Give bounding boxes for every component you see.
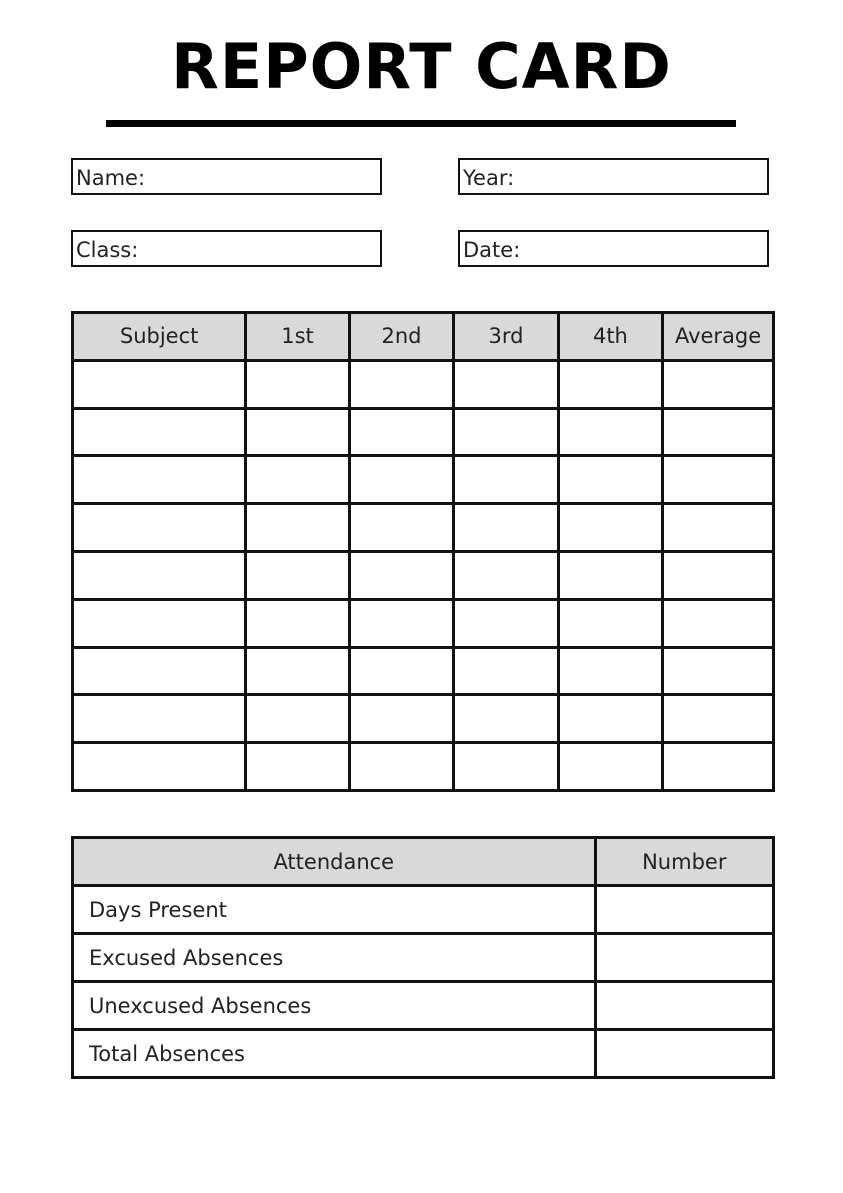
grade-cell-1st[interactable] — [246, 695, 349, 743]
grade-cell-4th[interactable] — [558, 599, 662, 647]
grade-cell-1st[interactable] — [246, 360, 349, 408]
grade-row — [73, 743, 774, 791]
grade-cell-3rd[interactable] — [454, 695, 558, 743]
grade-cell-average[interactable] — [663, 743, 774, 791]
grade-cell-average[interactable] — [663, 599, 774, 647]
attendance-row — [73, 886, 774, 934]
number-header: Number — [595, 838, 773, 886]
grade-row — [73, 360, 774, 408]
grade-cell-4th[interactable] — [558, 360, 662, 408]
grade-cell-2nd[interactable] — [349, 456, 454, 504]
grade-cell-1st[interactable] — [246, 743, 349, 791]
grade-cell-4th[interactable] — [558, 743, 662, 791]
grade-cell-3rd[interactable] — [454, 408, 558, 456]
grade-cell-3rd[interactable] — [454, 647, 558, 695]
title-divider — [106, 120, 736, 127]
grade-header-4th: 4th — [558, 313, 662, 361]
grade-cell-2nd[interactable] — [349, 743, 454, 791]
class-field[interactable]: Class: — [71, 230, 382, 267]
grade-cell-subject[interactable] — [73, 743, 246, 791]
attendance-table — [71, 836, 775, 1079]
grade-header-1st: 1st — [246, 313, 349, 361]
grade-cell-1st[interactable] — [246, 456, 349, 504]
attendance-label: Unexcused Absences — [73, 982, 596, 1030]
grade-row — [73, 504, 774, 552]
grade-cell-3rd[interactable] — [454, 504, 558, 552]
grade-cell-3rd[interactable] — [454, 599, 558, 647]
grade-cell-2nd[interactable] — [349, 647, 454, 695]
grade-cell-3rd[interactable] — [454, 360, 558, 408]
grade-cell-4th[interactable] — [558, 647, 662, 695]
grade-cell-subject[interactable] — [73, 695, 246, 743]
grade-cell-1st[interactable] — [246, 504, 349, 552]
grade-cell-average[interactable] — [663, 551, 774, 599]
page-title: REPORT CARD — [171, 30, 672, 103]
grade-row — [73, 599, 774, 647]
attendance-row — [73, 982, 774, 1030]
grade-cell-4th[interactable] — [558, 504, 662, 552]
grade-cell-subject[interactable] — [73, 599, 246, 647]
attendance-label: Days Present — [73, 886, 596, 934]
attendance-row — [73, 934, 774, 982]
grade-cell-1st[interactable] — [246, 647, 349, 695]
grade-cell-2nd[interactable] — [349, 551, 454, 599]
grade-cell-subject[interactable] — [73, 647, 246, 695]
grade-cell-3rd[interactable] — [454, 551, 558, 599]
grade-cell-subject[interactable] — [73, 456, 246, 504]
attendance-number-cell[interactable] — [595, 886, 773, 934]
grade-row — [73, 695, 774, 743]
grades-table — [71, 311, 775, 792]
attendance-number-cell[interactable] — [595, 1030, 773, 1078]
grade-cell-4th[interactable] — [558, 695, 662, 743]
grade-header-2nd: 2nd — [349, 313, 454, 361]
grade-cell-4th[interactable] — [558, 551, 662, 599]
grade-cell-2nd[interactable] — [349, 599, 454, 647]
grade-cell-average[interactable] — [663, 360, 774, 408]
grade-cell-2nd[interactable] — [349, 360, 454, 408]
attendance-number-cell[interactable] — [595, 934, 773, 982]
grade-cell-1st[interactable] — [246, 408, 349, 456]
grade-cell-2nd[interactable] — [349, 408, 454, 456]
grade-cell-2nd[interactable] — [349, 504, 454, 552]
grade-cell-3rd[interactable] — [454, 456, 558, 504]
grade-cell-1st[interactable] — [246, 599, 349, 647]
grade-cell-4th[interactable] — [558, 456, 662, 504]
grade-cell-average[interactable] — [663, 695, 774, 743]
grade-cell-3rd[interactable] — [454, 743, 558, 791]
grade-cell-average[interactable] — [663, 647, 774, 695]
grade-cell-average[interactable] — [663, 456, 774, 504]
grade-row — [73, 647, 774, 695]
attendance-header: Attendance — [73, 838, 596, 886]
grade-row — [73, 551, 774, 599]
attendance-row — [73, 1030, 774, 1078]
grade-cell-subject[interactable] — [73, 408, 246, 456]
grade-header-subject: Subject — [73, 313, 246, 361]
year-field[interactable]: Year: — [458, 158, 769, 195]
grade-cell-1st[interactable] — [246, 551, 349, 599]
grade-cell-subject[interactable] — [73, 551, 246, 599]
date-field[interactable]: Date: — [458, 230, 769, 267]
grade-cell-subject[interactable] — [73, 360, 246, 408]
attendance-label: Total Absences — [73, 1030, 596, 1078]
grade-cell-average[interactable] — [663, 408, 774, 456]
attendance-label: Excused Absences — [73, 934, 596, 982]
grade-cell-2nd[interactable] — [349, 695, 454, 743]
grade-cell-4th[interactable] — [558, 408, 662, 456]
grade-header-average: Average — [663, 313, 774, 361]
grade-cell-average[interactable] — [663, 504, 774, 552]
grade-row — [73, 456, 774, 504]
grade-cell-subject[interactable] — [73, 504, 246, 552]
grade-row — [73, 408, 774, 456]
attendance-number-cell[interactable] — [595, 982, 773, 1030]
name-field[interactable]: Name: — [71, 158, 382, 195]
grade-header-3rd: 3rd — [454, 313, 558, 361]
